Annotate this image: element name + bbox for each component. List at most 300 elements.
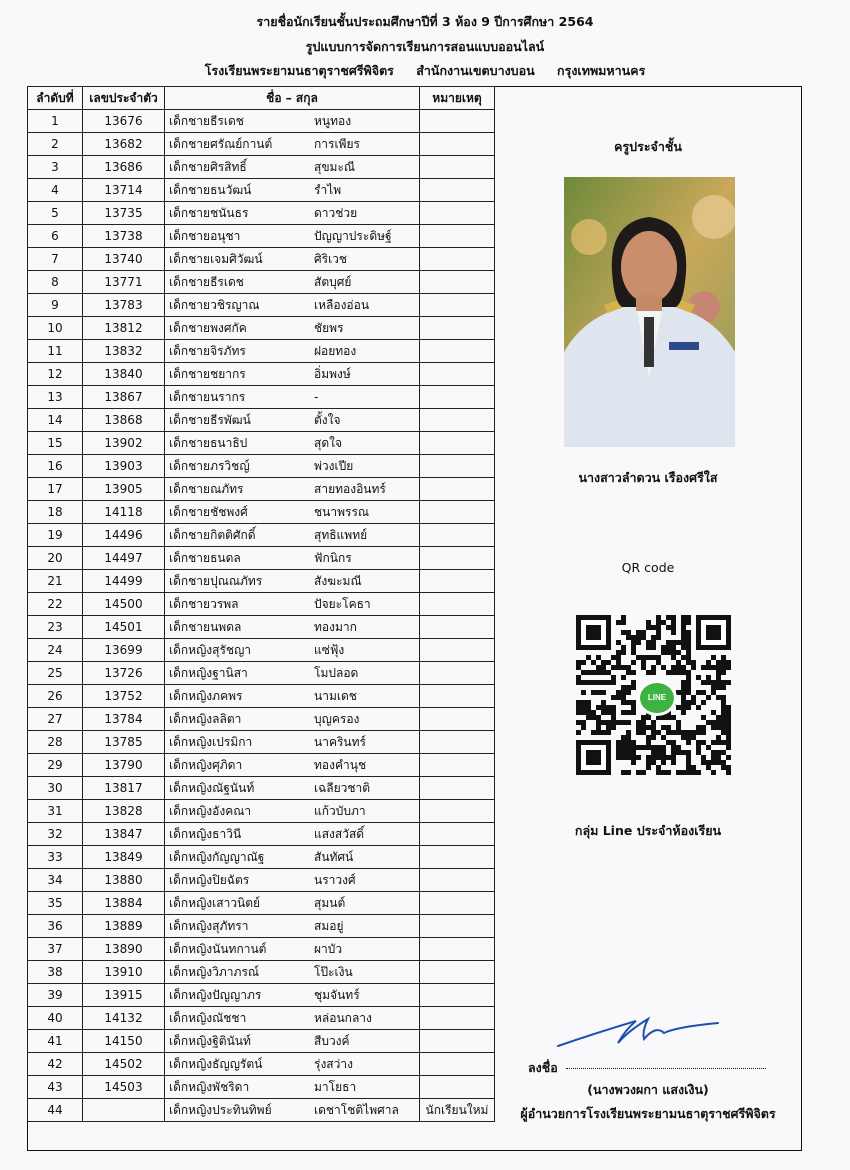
row-number: 13 <box>28 386 83 409</box>
note <box>420 202 495 225</box>
row-number: 12 <box>28 363 83 386</box>
table-row <box>28 984 495 1007</box>
row-number: 3 <box>28 156 83 179</box>
student-name <box>165 386 420 409</box>
first-name: เด็กหญิงอังคณา <box>169 804 252 818</box>
last-name: โป๊ะเงิน <box>314 965 353 979</box>
first-name: เด็กชายชยากร <box>169 367 246 381</box>
note <box>420 432 495 455</box>
table-body <box>28 110 495 1122</box>
last-name: ปัญญาประดิษฐ์ <box>314 229 392 243</box>
student-id: 13783 <box>83 294 165 317</box>
first-name: เด็กชายธนาธิป <box>169 436 248 450</box>
first-name: เด็กหญิงกัญญาณัฐ <box>169 850 265 864</box>
row-number: 35 <box>28 892 83 915</box>
note <box>420 685 495 708</box>
row-number: 26 <box>28 685 83 708</box>
last-name: ฝอยทอง <box>314 344 357 358</box>
last-name: ศิริเวช <box>314 252 348 266</box>
last-name: สัตบุศย์ <box>314 275 352 289</box>
student-id: 13889 <box>83 915 165 938</box>
student-name <box>165 110 420 133</box>
table-row <box>28 202 495 225</box>
student-name <box>165 294 420 317</box>
row-number: 20 <box>28 547 83 570</box>
first-name: เด็กชายกิตติศักดิ์ <box>169 528 256 542</box>
note <box>420 1053 495 1076</box>
note <box>420 616 495 639</box>
table-row <box>28 156 495 179</box>
first-name: เด็กชายธีรพัฒน์ <box>169 413 251 427</box>
student-id: 13735 <box>83 202 165 225</box>
first-name: เด็กชายณภัทร <box>169 482 244 496</box>
last-name: ชัยพร <box>314 321 344 335</box>
first-name: เด็กชายวรพล <box>169 597 239 611</box>
student-id: 13785 <box>83 731 165 754</box>
table-row <box>28 639 495 662</box>
student-name <box>165 984 420 1007</box>
student-id: 13915 <box>83 984 165 1007</box>
note <box>420 846 495 869</box>
table-row <box>28 892 495 915</box>
table-row <box>28 754 495 777</box>
signer-name: (นางพวงผกา แสงเงิน) <box>587 1082 709 1097</box>
student-id: 13840 <box>83 363 165 386</box>
director-signature <box>556 1011 726 1051</box>
col-header-note: หมายเหตุ <box>420 87 495 110</box>
student-id: 14503 <box>83 1076 165 1099</box>
first-name: เด็กชายธีรเดช <box>169 114 244 128</box>
student-id: 13784 <box>83 708 165 731</box>
first-name: เด็กหญิงวิภาภรณ์ <box>169 965 260 979</box>
first-name: เด็กชายปุณณภัทร <box>169 574 263 588</box>
note <box>420 869 495 892</box>
table-row <box>28 409 495 432</box>
qr-label: QR code <box>621 560 675 575</box>
first-name: เด็กชายนพดล <box>169 620 242 634</box>
student-name <box>165 639 420 662</box>
table-row <box>28 317 495 340</box>
first-name: เด็กหญิงสุภัทรา <box>169 919 249 933</box>
note <box>420 708 495 731</box>
last-name: นาครินทร์ <box>314 735 366 749</box>
row-number: 40 <box>28 1007 83 1030</box>
first-name: เด็กหญิงศุภิดา <box>169 758 243 772</box>
student-name <box>165 156 420 179</box>
first-name: เด็กชายเจมศิวัฒน์ <box>169 252 263 266</box>
first-name: เด็กหญิงพัชริดา <box>169 1080 250 1094</box>
first-name: เด็กชายภรวิชญ์ <box>169 459 250 473</box>
table-row <box>28 777 495 800</box>
row-number: 21 <box>28 570 83 593</box>
last-name: พ่วงเปีย <box>314 459 354 473</box>
student-name <box>165 455 420 478</box>
student-id: 13740 <box>83 248 165 271</box>
student-name <box>165 800 420 823</box>
student-id: 14502 <box>83 1053 165 1076</box>
last-name: ปัจยะโคธา <box>314 597 371 611</box>
qr-code[interactable] <box>576 614 731 776</box>
table-row <box>28 593 495 616</box>
student-id: 14150 <box>83 1030 165 1053</box>
first-name: เด็กชายพงศกัค <box>169 321 247 335</box>
note <box>420 386 495 409</box>
first-name: เด็กหญิงฐานิสา <box>169 666 248 680</box>
table-row <box>28 616 495 639</box>
row-number: 15 <box>28 432 83 455</box>
student-id: 13699 <box>83 639 165 662</box>
first-name: เด็กหญิงประทินทิพย์ <box>169 1103 272 1117</box>
last-name: ผาบัว <box>314 942 343 956</box>
student-id: 13910 <box>83 961 165 984</box>
student-name <box>165 317 420 340</box>
row-number: 16 <box>28 455 83 478</box>
last-name: นราวงศ์ <box>314 873 356 887</box>
last-name: ฟักนิกร <box>314 551 352 565</box>
city-name: กรุงเทพมหานคร <box>557 63 646 78</box>
first-name: เด็กหญิงณัชชา <box>169 1011 247 1025</box>
student-id: 14118 <box>83 501 165 524</box>
row-number: 22 <box>28 593 83 616</box>
note <box>420 133 495 156</box>
student-name <box>165 685 420 708</box>
first-name: เด็กหญิงนันทกานต์ <box>169 942 267 956</box>
row-number: 19 <box>28 524 83 547</box>
row-number: 18 <box>28 501 83 524</box>
first-name: เด็กหญิงสุรัชญา <box>169 643 252 657</box>
last-name: สันทัศน์ <box>314 850 354 864</box>
student-id: 14496 <box>83 524 165 547</box>
note <box>420 340 495 363</box>
last-name: ทองมาก <box>314 620 357 634</box>
last-name: - <box>314 390 319 404</box>
student-id: 13847 <box>83 823 165 846</box>
first-name: เด็กชายวชิรญาณ <box>169 298 260 312</box>
last-name: รำไพ <box>314 183 342 197</box>
student-id: 13726 <box>83 662 165 685</box>
first-name: เด็กชายอนุชา <box>169 229 241 243</box>
last-name: สีบวงค์ <box>314 1034 350 1048</box>
table-row <box>28 248 495 271</box>
note <box>420 639 495 662</box>
table-row <box>28 524 495 547</box>
note <box>420 731 495 754</box>
line-logo-text: LINE <box>647 693 667 702</box>
note <box>420 248 495 271</box>
student-name <box>165 1030 420 1053</box>
table-row <box>28 455 495 478</box>
student-name <box>165 478 420 501</box>
student-id: 14132 <box>83 1007 165 1030</box>
note <box>420 938 495 961</box>
first-name: เด็กชายธนวัฒน์ <box>169 183 252 197</box>
teacher-name: นางสาวลำดวน เรืองศรีใส <box>578 470 718 485</box>
sign-label: ลงชื่อ <box>528 1060 558 1075</box>
first-name: เด็กหญิงฐิตินันท์ <box>169 1034 251 1048</box>
row-number: 27 <box>28 708 83 731</box>
student-id: 13682 <box>83 133 165 156</box>
student-id <box>83 1099 165 1122</box>
student-id: 13812 <box>83 317 165 340</box>
note <box>420 1030 495 1053</box>
row-number: 9 <box>28 294 83 317</box>
note <box>420 984 495 1007</box>
line-logo-icon <box>637 680 677 716</box>
student-id: 13752 <box>83 685 165 708</box>
student-id: 13905 <box>83 478 165 501</box>
doc-school-line <box>0 61 850 81</box>
note <box>420 593 495 616</box>
table-row <box>28 363 495 386</box>
last-name: เฉลียวชาติ <box>314 781 371 795</box>
note <box>420 823 495 846</box>
table-row <box>28 685 495 708</box>
col-header-no: ลำดับที่ <box>28 87 83 110</box>
note <box>420 294 495 317</box>
row-number: 4 <box>28 179 83 202</box>
table-row <box>28 938 495 961</box>
last-name: หล่อนกลาง <box>314 1011 372 1025</box>
last-name: รุ่งสว่าง <box>314 1057 353 1071</box>
first-name: เด็กหญิงเสาวนิตย์ <box>169 896 261 910</box>
row-number: 36 <box>28 915 83 938</box>
student-name <box>165 1076 420 1099</box>
last-name: นามเดช <box>314 689 357 703</box>
table-row <box>28 386 495 409</box>
col-header-id: เลขประจำตัว <box>83 87 165 110</box>
first-name: เด็กหญิงเปรมิกา <box>169 735 253 749</box>
table-row <box>28 271 495 294</box>
first-name: เด็กชายศรัณย์กานต์ <box>169 137 273 151</box>
table-row <box>28 915 495 938</box>
student-id: 14500 <box>83 593 165 616</box>
note <box>420 754 495 777</box>
note <box>420 271 495 294</box>
note <box>420 961 495 984</box>
last-name: ชุมจันทร์ <box>314 988 360 1002</box>
student-name <box>165 961 420 984</box>
student-id: 13817 <box>83 777 165 800</box>
line-group-label: กลุ่ม Line ประจำห้องเรียน <box>574 823 722 838</box>
row-number: 23 <box>28 616 83 639</box>
row-number: 39 <box>28 984 83 1007</box>
table-row <box>28 1030 495 1053</box>
signature-dots <box>566 1068 766 1069</box>
table-row <box>28 133 495 156</box>
student-id: 13868 <box>83 409 165 432</box>
first-name: เด็กชายศิรสิทธิ์ <box>169 160 247 174</box>
row-number: 32 <box>28 823 83 846</box>
student-id: 14501 <box>83 616 165 639</box>
note <box>420 662 495 685</box>
student-id: 13832 <box>83 340 165 363</box>
student-name <box>165 1007 420 1030</box>
student-id: 13828 <box>83 800 165 823</box>
student-name <box>165 133 420 156</box>
student-id: 13790 <box>83 754 165 777</box>
note <box>420 110 495 133</box>
last-name: อิ่มพงษ์ <box>314 367 351 381</box>
first-name: เด็กชายชัชพงศ์ <box>169 505 248 519</box>
district-office: สำนักงานเขตบางบอน <box>416 63 535 78</box>
student-name <box>165 1099 420 1122</box>
note <box>420 777 495 800</box>
table-row <box>28 432 495 455</box>
col-header-name: ชื่อ – สกุล <box>165 87 420 110</box>
student-name <box>165 616 420 639</box>
note <box>420 409 495 432</box>
row-number: 24 <box>28 639 83 662</box>
row-number: 10 <box>28 317 83 340</box>
row-number: 33 <box>28 846 83 869</box>
student-name <box>165 892 420 915</box>
student-id: 13902 <box>83 432 165 455</box>
student-id: 13714 <box>83 179 165 202</box>
last-name: ทองคำนุช <box>314 758 367 772</box>
row-number: 6 <box>28 225 83 248</box>
note <box>420 225 495 248</box>
last-name: สุทธิแพทย์ <box>314 528 368 542</box>
row-number: 30 <box>28 777 83 800</box>
teacher-label: ครูประจำชั้น <box>614 139 682 154</box>
note <box>420 570 495 593</box>
first-name: เด็กชายนรากร <box>169 390 246 404</box>
student-name <box>165 731 420 754</box>
student-name <box>165 846 420 869</box>
table-row <box>28 294 495 317</box>
table-row <box>28 1076 495 1099</box>
row-number: 7 <box>28 248 83 271</box>
note <box>420 1076 495 1099</box>
table-row <box>28 662 495 685</box>
table-row <box>28 1053 495 1076</box>
student-name <box>165 179 420 202</box>
row-number: 28 <box>28 731 83 754</box>
row-number: 25 <box>28 662 83 685</box>
doc-title: รายชื่อนักเรียนชั้นประถมศึกษาปีที่ 3 ห้อง 9 ปีการศึกษา 2564 <box>256 14 594 29</box>
row-number: 5 <box>28 202 83 225</box>
last-name: สุมนต์ <box>314 896 346 910</box>
table-row <box>28 110 495 133</box>
last-name: แสงสวัสดิ์ <box>314 827 365 841</box>
student-name <box>165 777 420 800</box>
student-name <box>165 570 420 593</box>
first-name: เด็กชายชนันธร <box>169 206 249 220</box>
table-header-row <box>28 87 495 110</box>
note <box>420 524 495 547</box>
note <box>420 915 495 938</box>
student-id: 14497 <box>83 547 165 570</box>
row-number: 17 <box>28 478 83 501</box>
table-row <box>28 547 495 570</box>
doc-subtitle: รูปแบบการจัดการเรียนการสอนแบบออนไลน์ <box>305 39 545 54</box>
first-name: เด็กชายธีรเดช <box>169 275 244 289</box>
table-row <box>28 731 495 754</box>
note <box>420 501 495 524</box>
first-name: เด็กหญิงธาวินี <box>169 827 242 841</box>
last-name: สมอยู่ <box>314 919 344 933</box>
student-table <box>27 86 495 1122</box>
student-name <box>165 225 420 248</box>
student-id: 13867 <box>83 386 165 409</box>
table-row <box>28 869 495 892</box>
row-number: 1 <box>28 110 83 133</box>
table-row <box>28 501 495 524</box>
student-id: 13771 <box>83 271 165 294</box>
note <box>420 455 495 478</box>
table-row <box>28 800 495 823</box>
last-name: บุญครอง <box>314 712 360 726</box>
table-row <box>28 961 495 984</box>
student-id: 14499 <box>83 570 165 593</box>
last-name: เดชาโชติไพศาล <box>314 1103 399 1117</box>
table-row <box>28 823 495 846</box>
last-name: ดาวช่วย <box>314 206 358 220</box>
row-number: 31 <box>28 800 83 823</box>
table-row <box>28 340 495 363</box>
student-name <box>165 501 420 524</box>
school-name: โรงเรียนพระยามนธาตุราชศรีพิจิตร <box>204 63 394 78</box>
note <box>420 317 495 340</box>
note <box>420 156 495 179</box>
last-name: สุขมะณี <box>314 160 356 174</box>
student-name <box>165 593 420 616</box>
row-number: 37 <box>28 938 83 961</box>
row-number: 11 <box>28 340 83 363</box>
student-name <box>165 409 420 432</box>
student-id: 13686 <box>83 156 165 179</box>
student-name <box>165 823 420 846</box>
last-name: โมปลอด <box>314 666 359 680</box>
last-name: การเพียร <box>314 137 360 151</box>
student-name <box>165 938 420 961</box>
row-number: 44 <box>28 1099 83 1122</box>
note <box>420 363 495 386</box>
student-id: 13884 <box>83 892 165 915</box>
student-id: 13880 <box>83 869 165 892</box>
student-name <box>165 248 420 271</box>
last-name: แซ่ฟุ้ง <box>314 643 345 657</box>
note: นักเรียนใหม่ <box>420 1099 495 1122</box>
row-number: 34 <box>28 869 83 892</box>
row-number: 38 <box>28 961 83 984</box>
student-id: 13890 <box>83 938 165 961</box>
first-name: เด็กหญิงปัญญาภร <box>169 988 262 1002</box>
student-id: 13903 <box>83 455 165 478</box>
row-number: 2 <box>28 133 83 156</box>
row-number: 43 <box>28 1076 83 1099</box>
table-row <box>28 1099 495 1122</box>
row-number: 14 <box>28 409 83 432</box>
table-row <box>28 846 495 869</box>
table-row <box>28 708 495 731</box>
student-id: 13738 <box>83 225 165 248</box>
last-name: ชนาพรรณ <box>314 505 370 519</box>
last-name: แก้วบับภา <box>314 804 366 818</box>
last-name: สังฆะมณี <box>314 574 362 588</box>
note <box>420 1007 495 1030</box>
student-name <box>165 547 420 570</box>
row-number: 8 <box>28 271 83 294</box>
last-name: หนูทอง <box>314 114 352 128</box>
student-name <box>165 708 420 731</box>
first-name: เด็กหญิงธัญญรัตน์ <box>169 1057 263 1071</box>
last-name: เหลืองอ่อน <box>314 298 370 312</box>
student-name <box>165 340 420 363</box>
student-name <box>165 202 420 225</box>
table-row <box>28 478 495 501</box>
note <box>420 547 495 570</box>
